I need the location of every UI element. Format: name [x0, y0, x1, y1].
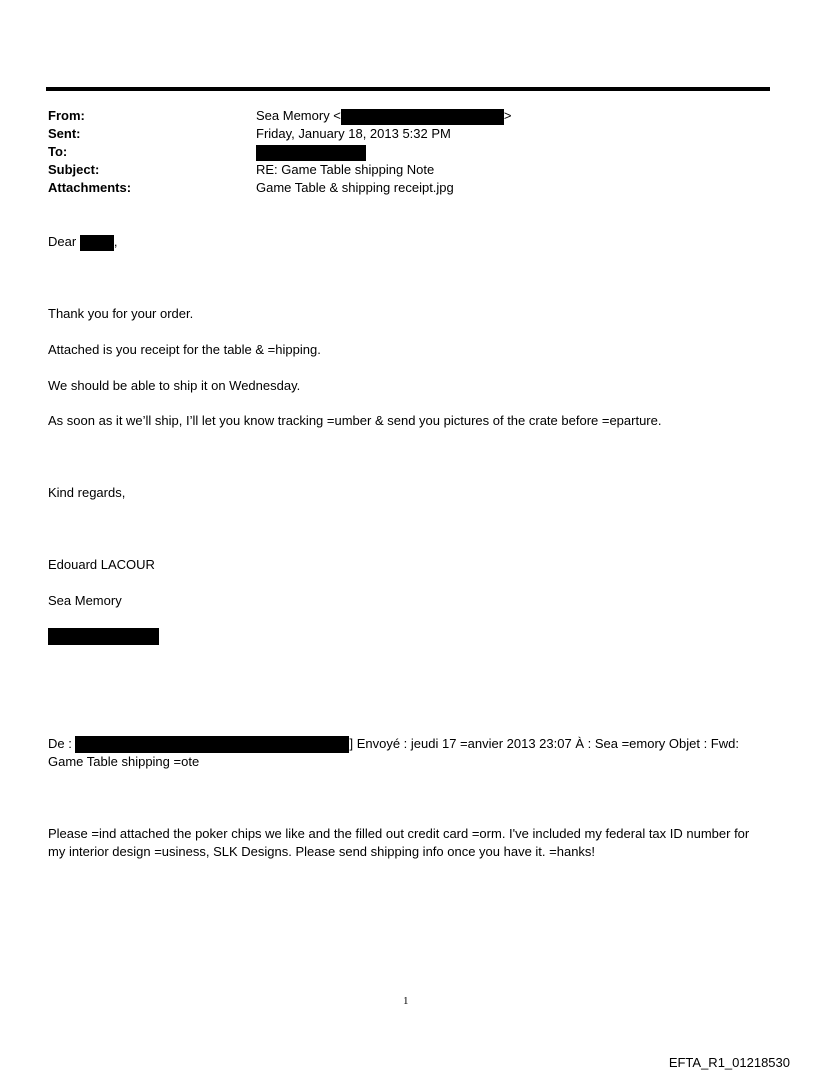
signature-company: Sea Memory — [48, 593, 122, 608]
forward-header — [48, 735, 739, 753]
redacted-signature-line — [48, 628, 159, 645]
forward-header-line-2: Game Table shipping =ote — [48, 754, 200, 769]
body-line-1: Thank you for your order. — [48, 306, 194, 321]
body-line-2: Attached is you receipt for the table & =hipping. — [48, 342, 321, 357]
greeting-prefix: Dear — [48, 234, 77, 249]
redacted-email — [341, 109, 504, 125]
from-label: From: — [48, 108, 85, 123]
page-number: 1 — [403, 995, 409, 1007]
body-line-4: As soon as it we’ll ship, I’ll let you know tracking =umber & send you pictures of the crate before =eparture. — [48, 413, 662, 428]
redacted-recipient — [256, 145, 366, 161]
document-id: EFTA_R1_01218530 — [668, 1055, 790, 1070]
from-name: Sea Memory < — [256, 108, 341, 123]
from-value — [256, 107, 512, 125]
closing: Kind regards, — [48, 485, 126, 500]
sent-value: Friday, January 18, 2013 5:32 PM — [256, 126, 451, 141]
from-close: > — [503, 108, 512, 123]
body-line-3: We should be able to ship it on Wednesday. — [48, 378, 301, 393]
redacted-name — [80, 235, 114, 251]
greeting-suffix: , — [113, 234, 118, 249]
sent-label: Sent: — [48, 126, 81, 141]
signature-name: Edouard LACOUR — [48, 557, 155, 572]
attachments-value: Game Table & shipping receipt.jpg — [256, 180, 454, 195]
redacted-sender — [75, 736, 349, 753]
greeting — [48, 233, 117, 251]
to-value — [256, 143, 366, 161]
attachments-label: Attachments: — [48, 180, 132, 195]
header-rule — [46, 87, 770, 91]
to-label: To: — [48, 144, 68, 159]
subject-value: RE: Game Table shipping Note — [256, 162, 435, 177]
subject-label: Subject: — [48, 162, 100, 177]
forward-message: Please =ind attached the poker chips we like and the filled out credit card =orm. I've included my federal tax ID number for my interior design =usiness, SLK Designs. Please send shipping info once you have it. =hanks! — [48, 826, 750, 859]
forward-header-rest: ] Envoyé : jeudi 17 =anvier 2013 23:07 À : Sea =emory Objet : Fwd: — [349, 736, 739, 751]
forward-de-label: De : — [48, 736, 72, 751]
